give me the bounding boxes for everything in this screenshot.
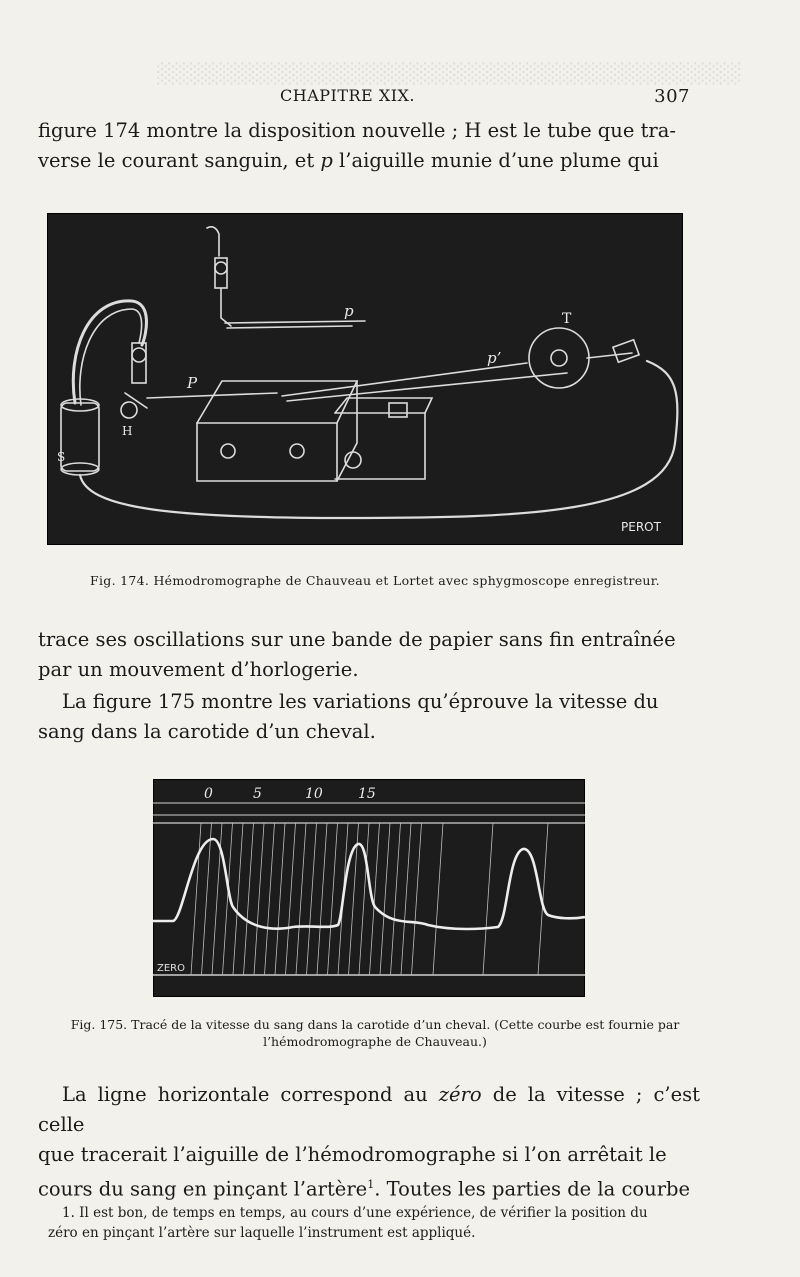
time-marker-line	[380, 823, 390, 975]
label-H: H	[122, 424, 133, 438]
top-paragraph	[38, 116, 700, 176]
text-line: La figure 175 montre les variations qu’éprouve la vitesse du	[62, 690, 659, 713]
time-label-5: 5	[253, 786, 262, 802]
time-marker-line	[483, 823, 493, 975]
figure-174-caption: Fig. 174. Hémodromographe de Chauveau et Lortet avec sphygmoscope enregistreur.	[90, 573, 660, 588]
figure-174-engraving	[47, 213, 683, 545]
time-marker-line	[412, 823, 422, 975]
time-marker-line	[296, 823, 306, 975]
chapter-title: CHAPITRE XIX.	[280, 86, 416, 105]
time-marker-line	[254, 823, 264, 975]
text-line: La ligne horizontale correspond au zéro de la vitesse ; c’est celle	[38, 1083, 700, 1136]
time-marker-line	[275, 823, 285, 975]
label-p-prime: p’	[487, 349, 502, 367]
text-line: figure 174 montre la disposition nouvelle ; H est le tube que tra-	[38, 119, 676, 142]
time-label-0: 0	[204, 786, 213, 802]
bottom-paragraph	[38, 1080, 700, 1205]
footnote-marker: 1	[367, 1178, 375, 1191]
footnote-line: zéro en pinçant l’artère sur laquelle l’instrument est appliqué.	[48, 1225, 476, 1241]
time-label-10: 10	[305, 786, 323, 802]
time-marker-line	[391, 823, 401, 975]
middle-paragraphs	[38, 625, 700, 747]
zero-label: ZERO	[157, 963, 185, 974]
label-S: S	[57, 450, 66, 464]
time-marker-line	[265, 823, 275, 975]
footnote-line: 1. Il est bon, de temps en temps, au cours d’une expérience, de vérifier la position du	[62, 1205, 648, 1221]
time-marker-line	[233, 823, 243, 975]
time-marker-line	[317, 823, 327, 975]
time-marker-line	[433, 823, 443, 975]
engraver-signature: PEROT	[621, 520, 661, 534]
text-line: verse le courant sanguin, et p l’aiguille munie d’une plume qui	[38, 149, 659, 172]
text-line: trace ses oscillations sur une bande de papier sans fin entraînée	[38, 628, 676, 651]
hemodromograph-illustration	[47, 213, 683, 545]
time-marker-line	[244, 823, 254, 975]
caption-line: l’hémodromographe de Chauveau.)	[263, 1034, 487, 1049]
text-line: cours du sang en pinçant l’artère$^1$. Toutes les parties de la courbe	[38, 1177, 691, 1201]
show-through: ░░░░░░░░░░░░░░░░░░░░░░░░░░░░░░░░░░░░░░░░	[155, 63, 740, 85]
time-marker-line	[538, 823, 548, 975]
velocity-trace	[153, 779, 585, 997]
time-marker-line	[286, 823, 296, 975]
time-marker-line	[191, 823, 201, 975]
label-p: p	[344, 302, 354, 320]
time-marker-line	[401, 823, 411, 975]
text-line: par un mouvement d’horlogerie.	[38, 658, 359, 681]
footnote	[48, 1203, 700, 1243]
figure-175-trace	[153, 779, 585, 997]
caption-line: Fig. 175. Tracé de la vitesse du sang dans la carotide d’un cheval. (Cette courbe est fournie par	[70, 1017, 680, 1032]
text-line: sang dans la carotide d’un cheval.	[38, 720, 376, 743]
figure-175-caption	[50, 1016, 700, 1050]
time-marker-line	[328, 823, 338, 975]
label-P: P	[187, 374, 198, 392]
time-marker-line	[307, 823, 317, 975]
text-line: que tracerait l’aiguille de l’hémodromographe si l’on arrêtait le	[38, 1143, 667, 1166]
page-number: 307	[654, 86, 690, 107]
label-T: T	[562, 311, 572, 327]
time-label-15: 15	[358, 786, 376, 802]
